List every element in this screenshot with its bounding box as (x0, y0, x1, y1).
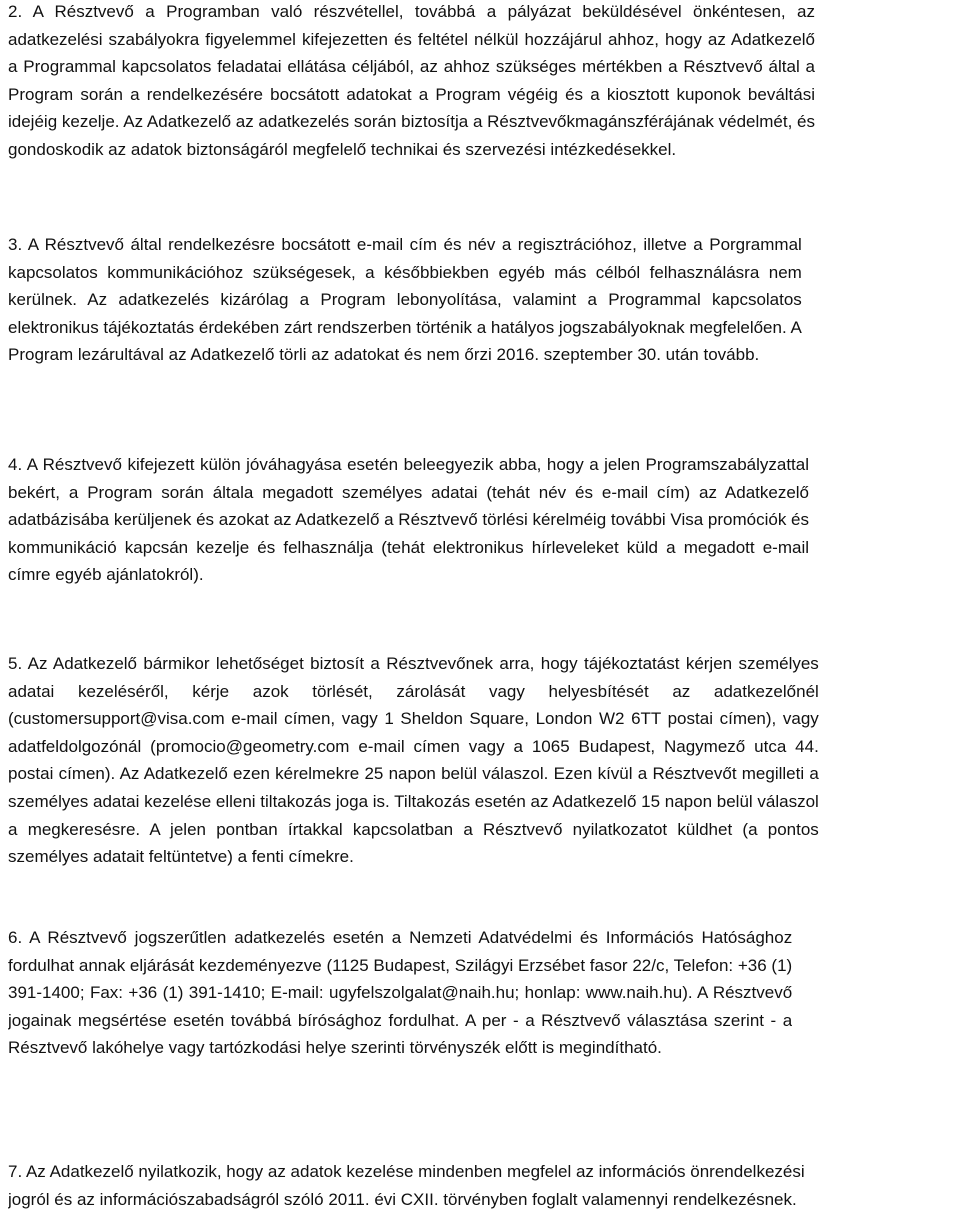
text-line: Program lezárultával az Adatkezelő törli az adatokat és nem őrzi 2016. szeptember 30. után tovább. (8, 345, 760, 365)
text-line: adatbázisába kerüljenek és azokat az Adatkezelő a Résztvevő törlési kérelméig további Visa promóciók és (8, 510, 810, 530)
paragraph-6 (8, 924, 792, 1062)
text-line: címre egyéb ajánlatokról). (8, 565, 204, 585)
text-line: 6. A Résztvevő jogszerűtlen adatkezelés esetén a Nemzeti Adatvédelmi és Információs Hatósághoz (8, 928, 793, 947)
text-line: (customersupport@visa.com e-mail címen, vagy 1 Sheldon Square, London W2 6TT postai címen), vagy (8, 709, 819, 729)
text-line: idejéig kezelje. Az Adatkezelő az adatkezelés során biztosítja a Résztvevőkmagánszférájának védelmét, és (8, 112, 816, 132)
text-line: jogainak megsértése esetén továbbá bírósághoz fordulhat. A per - a Résztvevő választása szerint - a (8, 1010, 793, 1030)
text-line: Program során a rendelkezésére bocsátott adatokat a Program végéig és a kiosztott kuponok beváltási (8, 84, 816, 104)
paragraph-3 (8, 231, 802, 369)
text-line: adatkezelési szabályokra figyelemmel kifejezetten és feltétel nélkül hozzájárul ahhoz, hogy az Adatkezelő (8, 29, 816, 49)
paragraph-5 (8, 650, 819, 871)
text-line: bekért, a Program során általa megadott személyes adatai (tehát név és e-mail cím) az Adatkezelő (8, 482, 810, 502)
text-line: 3. A Résztvevő által rendelkezésre bocsátott e-mail cím és név a regisztrációhoz, illetve a Porgrammal (8, 235, 802, 254)
text-line: 4. A Résztvevő kifejezett külön jóváhagyása esetén beleegyezik abba, hogy a jelen Programszabályzattal (8, 455, 810, 474)
text-line: 5. Az Adatkezelő bármikor lehetőséget biztosít a Résztvevőnek arra, hogy tájékoztatást kérjen személyes (8, 654, 819, 673)
text-line: Résztvevő lakóhelye vagy tartózkodási helye szerinti törvényszék előtt is megindítható. (8, 1038, 662, 1058)
text-line: gondoskodik az adatok biztonságáról megfelelő technikai és szervezési intézkedésekkel. (8, 139, 677, 159)
text-line: adatfeldolgozónál (promocio@geometry.com e-mail címen vagy a 1065 Budapest, Nagymező utca 44. (8, 736, 819, 756)
text-line: a megkeresésre. A jelen pontban írtakkal kapcsolatban a Résztvevő nyilatkozatot küldhet (a pontos (8, 819, 819, 839)
text-line: jogról és az információszabadságról szóló 2011. évi CXII. törvényben foglalt valamennyi rendelkezésnek. (8, 1189, 797, 1209)
text-line: személyes adatai kezelése elleni tiltakozás joga is. Tiltakozás esetén az Adatkezelő 15 napon belül válaszol (8, 791, 819, 811)
text-line: kommunikáció kapcsán kezelje és felhasználja (tehát elektronikus hírleveleket küld a megadott e-mail (8, 537, 810, 557)
text-line: kerülnek. Az adatkezelés kizárólag a Program lebonyolítása, valamint a Programmal kapcsolatos (8, 290, 802, 310)
text-line: személyes adatait feltüntetve) a fenti címekre. (8, 847, 354, 867)
paragraph-4 (8, 451, 809, 589)
paragraph-2 (8, 0, 815, 164)
text-line: elektronikus tájékoztatás érdekében zárt rendszerben történik a hatályos jogszabályoknak megfelelően. A (8, 317, 802, 337)
text-line: adatai kezeléséről, kérje azok törlését, zárolását vagy helyesbítését az adatkezelőnél (8, 681, 819, 701)
text-line: postai címen). Az Adatkezelő ezen kérelmekre 25 napon belül válaszol. Ezen kívül a Résztvevőt megilleti a (8, 764, 819, 784)
text-line: kapcsolatos kommunikációhoz szükségesek, a későbbiekben egyéb más célból felhasználásra nem (8, 262, 802, 282)
paragraph-7 (8, 1158, 805, 1213)
text-line: 2. A Résztvevő a Programban való részvétellel, továbbá a pályázat beküldésével önkéntesen, az (8, 2, 816, 21)
text-line: a Programmal kapcsolatos feladatai ellátása céljából, az ahhoz szükséges mértékben a Résztvevő által a (8, 57, 816, 77)
text-line: 7. Az Adatkezelő nyilatkozik, hogy az adatok kezelése mindenben megfelel az információs önrendelkezési (8, 1162, 805, 1181)
text-line: 391-1400; Fax: +36 (1) 391-1410; E-mail: ugyfelszolgalat@naih.hu; honlap: www.naih.hu). A Résztvevő (8, 983, 793, 1003)
text-line: fordulhat annak eljárását kezdeményezve (1125 Budapest, Szilágyi Erzsébet fasor 22/c, Telefon: +36 (1) (8, 955, 793, 975)
